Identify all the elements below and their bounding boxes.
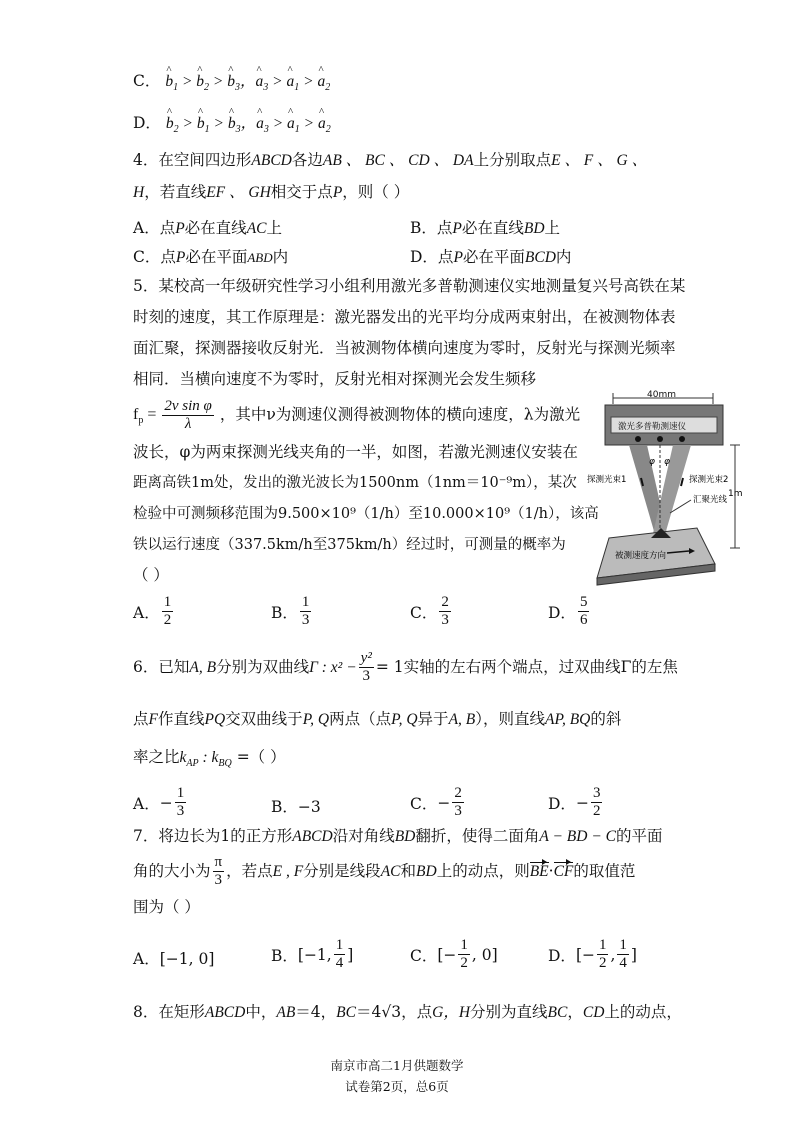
q3-option-d: D． ^ $b_2$ > ^ $b_1$ > ^ $b_3$，^ $a_3$ > ^ $a_1$ > ^ $a_2$ [133, 116, 331, 135]
figure-converge-label: 汇聚光线 [693, 495, 728, 505]
q6-stem-line3: 率之比$k_{AP}$ : $k_{BQ}$ =（ ） [133, 748, 286, 770]
q7-stem-line3: 围为（ ） [133, 898, 200, 916]
q3-option-c-label: C． [133, 72, 161, 90]
q5-line6: 波长，φ为两束探测光线夹角的一半，如图，若激光测速仪安装在 [133, 443, 578, 461]
q6-option-a: A．− $\frac{1}{3}$ [133, 785, 185, 820]
q5-line4: 相同．当横向速度不为零时，反射光相对探测光会发生频移 [133, 370, 537, 388]
q5-formula-line: $f_p$ = $\frac{\text{2ν sin φ}}{\lambda}$ ，其中ν为测速仪测得被测物体的横向速度，λ为激光 [133, 398, 581, 433]
figure-phi-left: φ [649, 457, 655, 467]
q4-option-a: A．点P必在直线AC上 [133, 219, 283, 237]
q5-formula: $f_p$ = $\frac{\text{2ν sin φ}}{\lambda}$ [133, 398, 212, 433]
q5-laser-figure [585, 388, 765, 588]
figure-beam1-label: 探测光束1 [587, 475, 627, 485]
q6-stem-line1: 6．已知A, B分别为双曲线Γ : x² − $\frac{\text{y²}}{3}$ = 1实轴的左右两个端点，过双曲线Γ的左焦 [133, 650, 678, 685]
figure-device-label: 激光多普勒测速仪 [618, 422, 687, 432]
q5-option-b: B． $\frac{1}{3}$ [271, 594, 310, 629]
q4-stem-line2: H，若直线EF 、 GH相交于点P，则（ ） [133, 183, 410, 201]
figure-beam2-label: 探测光束2 [689, 475, 729, 485]
q5-line2: 时刻的速度，其工作原理是：激光器发出的光平均分成两束射出，在被测物体表 [133, 308, 676, 326]
footer-title: 南京市高二1月供题数学 [330, 1058, 464, 1073]
footer-page-number: 试卷第2页，总6页 [345, 1079, 449, 1094]
q7-option-b: B．[−1, $\frac{1}{4}$ ] [271, 937, 354, 972]
figure-direction-label: 被测速度方向 [615, 551, 667, 561]
q4-option-b: B．点P必在直线BD上 [410, 219, 561, 237]
q7-option-c: C．[− $\frac{1}{2}$ , 0] [410, 937, 498, 972]
q5-option-d: D． $\frac{5}{6}$ [548, 594, 588, 629]
q5-option-a: A． $\frac{1}{2}$ [133, 594, 172, 629]
q5-paren: （ ） [133, 566, 169, 584]
q5-formula-fraction: $\frac{\text{2ν sin φ}}{\lambda}$ [164, 398, 212, 433]
figure-phi-right: φ [664, 457, 670, 467]
q7-option-a: A．[−1, 0] [133, 950, 215, 968]
q3-option-d-label: D． [133, 114, 161, 132]
q6-option-c: C．− $\frac{2}{3}$ [410, 785, 462, 820]
q4-option-c: C．点P必在平面ABD内 [133, 248, 289, 266]
q6-option-d: D．− $\frac{3}{2}$ [548, 785, 601, 820]
q7-stem-line1: 7．将边长为1的正方形ABCD沿对角线BD翻折，使得二面角A − BD − C的平面 [133, 827, 663, 845]
q5-line3: 面汇聚，探测器接收反射光．当被测物体横向速度为零时，反射光与探测光频率 [133, 339, 676, 357]
q5-line9: 铁以运行速度（337.5km/h至375km/h）经过时，可测量的概率为 [133, 537, 566, 553]
q4-option-d: D．点P必在平面BCD内 [410, 248, 572, 266]
q7-option-d: D．[− $\frac{1}{2}$ , $\frac{1}{4}$ ] [548, 937, 637, 972]
q6-option-b: B．−3 [271, 798, 321, 816]
q5-line1: 5．某校高一年级研究性学习小组利用激光多普勒测速仪实地测量复兴号高铁在某 [133, 277, 686, 295]
q7-stem-line2: 角的大小为 $\frac{\pi}{3}$ ，若点E , F分别是线段AC和BD上的动点，则BE·CF的取值范 [133, 854, 636, 889]
q5-option-c: C． $\frac{2}{3}$ [410, 594, 449, 629]
q6-stem-line2: 点F作直线PQ交双曲线于P, Q两点（点P, Q异于A, B），则直线AP, BQ的斜 [133, 710, 622, 728]
q5-line8: 检验中可测频移范围为9.500×10⁹（1/h）至10.000×10⁹（1/h），该高 [133, 506, 599, 522]
q8-stem-line1: 8．在矩形ABCD中，AB＝4，BC＝4√3，点G，H分别为直线BC，CD上的动点， [133, 1003, 682, 1021]
q3-option-c: C． ^ $b_1$ > ^ $b_2$ > ^ $b_3$，^ $a_3$ > ^ $a_1$ > ^ $a_2$ [133, 74, 330, 93]
figure-width-label: 40mm [647, 390, 676, 400]
q5-line7: 距离高铁1m处，发出的激光波长为1500nm（1nm＝10⁻⁹m），某次 [133, 475, 577, 491]
figure-distance-label: 1m [728, 489, 743, 499]
q4-stem-line1: 4．在空间四边形ABCD各边AB 、 BC 、 CD 、 DA上分别取点E 、 F 、 G 、 [133, 151, 648, 169]
